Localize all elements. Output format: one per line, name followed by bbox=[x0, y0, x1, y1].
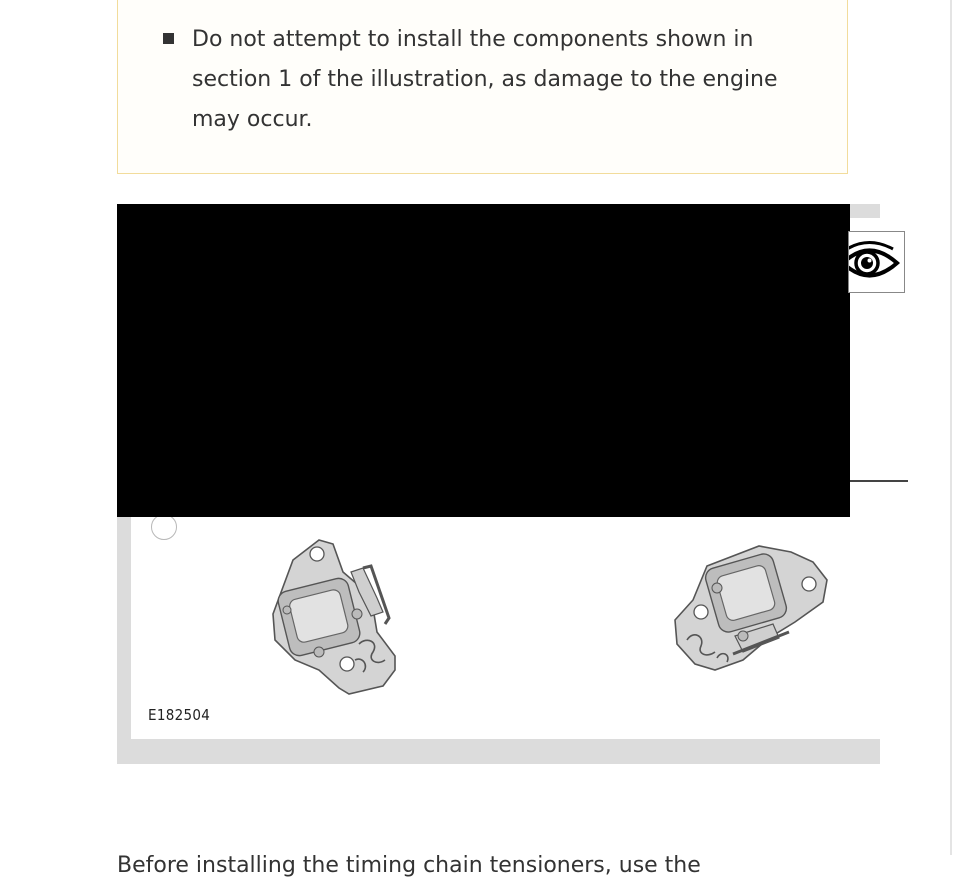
timing-chain-tensioner-right bbox=[663, 540, 835, 680]
page-edge-divider bbox=[950, 0, 952, 855]
notice-item bbox=[192, 0, 832, 6]
callout-circle bbox=[151, 514, 177, 540]
view-illustration-button[interactable] bbox=[848, 231, 905, 293]
leader-line bbox=[850, 480, 908, 482]
notice-item bbox=[192, 20, 832, 140]
timing-chain-tensioner-left bbox=[259, 532, 405, 696]
instruction-paragraph: Before installing the timing chain tensioners, use the bbox=[117, 853, 701, 878]
figure-code: E182504 bbox=[148, 706, 211, 724]
eye-icon bbox=[849, 232, 905, 293]
redaction-block bbox=[117, 204, 850, 517]
notice-item-text: Do not attempt to install the components shown in section 1 of the illustration, as damage to the engine may occur. bbox=[192, 27, 778, 132]
bullet-icon bbox=[163, 33, 174, 44]
warning-notice bbox=[117, 0, 848, 174]
